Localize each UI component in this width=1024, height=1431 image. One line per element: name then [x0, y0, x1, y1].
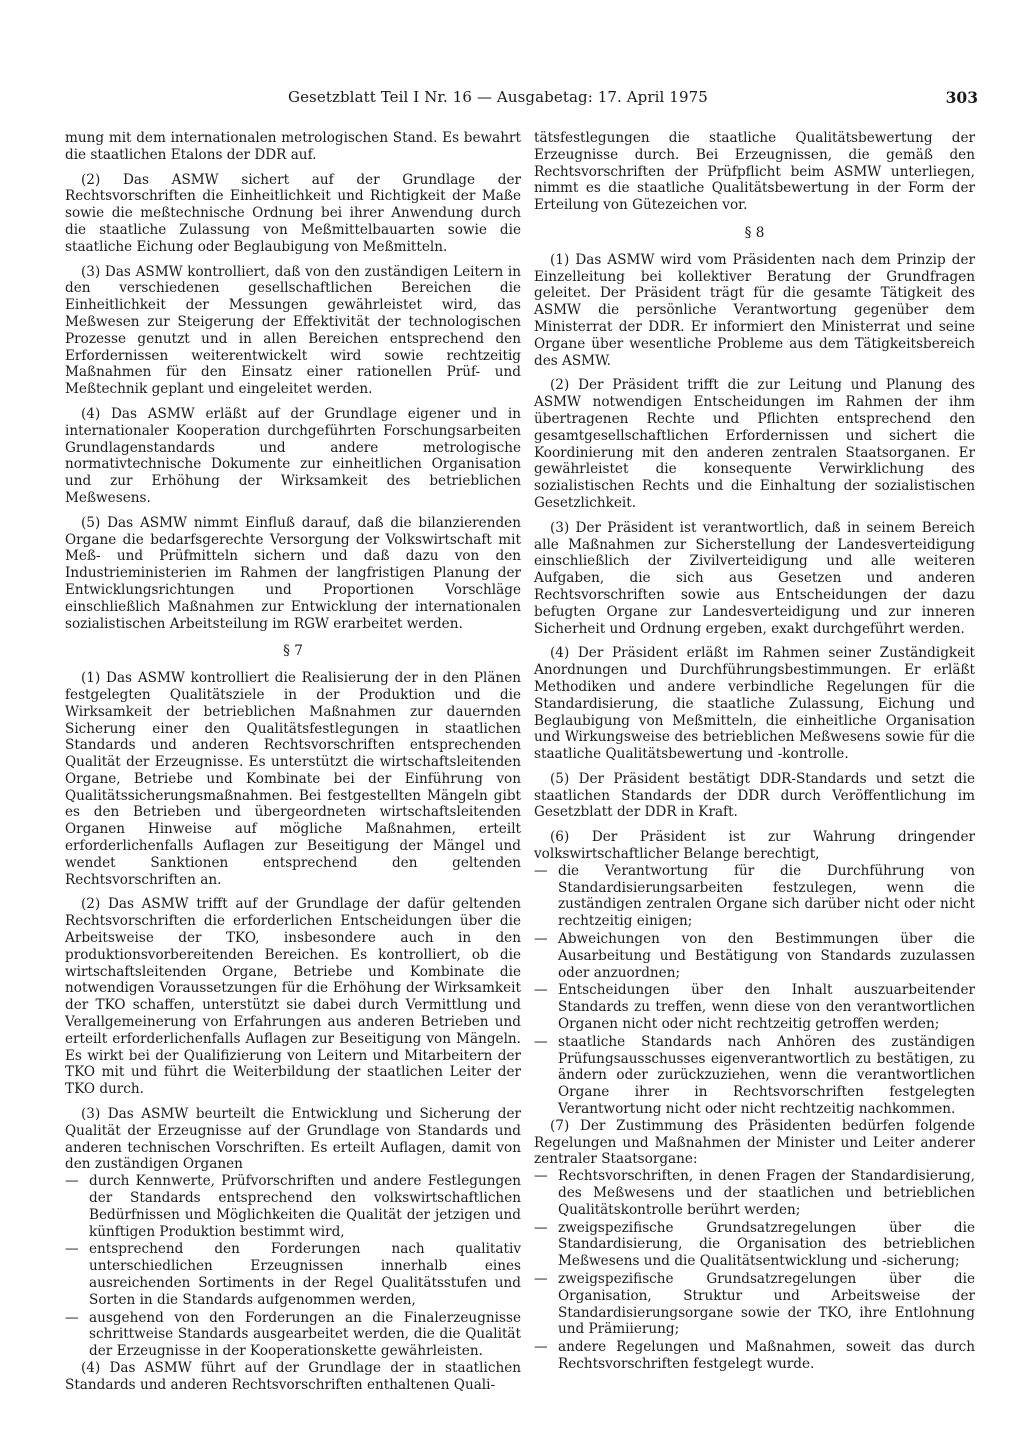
- list-item: [534, 862, 975, 930]
- paragraph: (5) Der Präsident bestätigt DDR-Standards und setzt die staatlichen Standards der DDR durch Veröffentlichung im Gesetzblatt der DDR in Kraft.: [534, 770, 975, 821]
- dash-mark: —: [534, 1339, 548, 1356]
- paragraph: (4) Das ASMW erläßt auf der Grundlage eigener und in internationaler Kooperation durchgeführten Forschungsarbeiten Grundlagenstandards und andere metrologische normativtechnische Dokumente zur einheitlichen Organisation und zur Erhöhung der Wirksamkeit des betrieblichen Meßwesens.: [65, 405, 521, 506]
- list-item-text: durch Kennwerte, Prüfvorschriften und andere Festlegungen der Standards entsprechend den volkswirtschaftlichen Bedürfnissen und Möglichkeiten die Qualität der jetzigen und künftigen Produktion bestimmt wird,: [89, 1173, 521, 1240]
- list-item-text: zweigspezifische Grundsatzregelungen über die Organisation, Struktur und Arbeitsweise der Standardisierungsorgane sowie der TKO, ihre Entlohnung und Prämiierung;: [558, 1271, 975, 1338]
- dash-mark: —: [534, 931, 548, 948]
- dash-list: [534, 1168, 975, 1373]
- list-item: [65, 1309, 521, 1360]
- list-item-text: staatliche Standards nach Anhören des zuständigen Prüfungsausschusses eigenverantwortlich zu bestätigen, zu ändern oder zurückzuziehen, wenn die verantwortlichen Organe ihrer in Rechtsvorschriften festgelegten Verantwortung nicht oder nicht rechtzeitig nachkommen.: [558, 1033, 975, 1118]
- dash-mark: —: [65, 1241, 79, 1258]
- list-item: [534, 1168, 975, 1218]
- dash-list: [534, 863, 975, 1118]
- section-heading-7: § 7: [283, 643, 303, 660]
- list-item: [534, 1271, 975, 1338]
- paragraph: (4) Das ASMW führt auf der Grundlage der in staatlichen Standards und anderen Rechtsvorschriften enthaltenen Quali-: [65, 1359, 521, 1393]
- list-item-text: zweigspezifische Grundsatzregelungen über die Standardisierung, die Organisation des betrieblichen Meßwesens und die Qualitätsentwicklung und -sicherung;: [558, 1219, 975, 1270]
- list-item: [65, 1241, 521, 1308]
- dash-mark: —: [65, 1309, 79, 1326]
- list-item-text: Abweichungen von den Bestimmungen über die Ausarbeitung und Bestätigung von Standards zuzulassen oder anzuordnen;: [558, 931, 975, 981]
- paragraph: (2) Der Präsident trifft die zur Leitung und Planung des ASMW notwendigen Entscheidungen im Rahmen der ihm übertragenen Rechte und Pflichten entsprechend den gesamtgesellschaftlichen Erfordernissen und sichert die Koordinierung mit den anderen zentralen Staatsorganen. Er gewährleistet die konsequente Verwirklichung des sozialistischen Rechts und die Einhaltung der sozialistischen Gesetzlichkeit.: [534, 377, 975, 511]
- page-number: 303: [945, 88, 978, 107]
- list-item: [534, 931, 975, 981]
- paragraph: (6) Der Präsident ist zur Wahrung dringender volkswirtschaftlicher Belange berechtigt,: [534, 829, 975, 863]
- list-item: [534, 1219, 975, 1270]
- paragraph: (3) Das ASMW beurteilt die Entwicklung und Sicherung der Qualität der Erzeugnisse auf der Grundlage von Standards und anderen technischen Vorschriften. Es erteilt Auflagen, damit von den zuständigen Organen: [65, 1106, 521, 1173]
- list-item-text: Rechtsvorschriften, in denen Fragen der Standardisierung, des Meßwesens und der staatlichen und betrieblichen Qualitätskontrolle berührt werden;: [558, 1168, 975, 1218]
- paragraph: (2) Das ASMW trifft auf der Grundlage der dafür geltenden Rechtsvorschriften die erforderlichen Entscheidungen über die Arbeitsweise der TKO, insbesondere auch in den produktionsvorbereitenden Bereichen. Es kontrolliert, ob die wirtschaftsleitenden Organe, Betriebe und Kombinate die notwendigen Voraussetzungen für die Erhöhung der Wirksamkeit der TKO schaffen, unterstützt sie dabei durch Vermittlung und Verallgemeinerung von Erfahrungen aus anderen Betrieben und erteilt erforderlichenfalls Auflagen zur Beseitigung von Mängeln. Es wirkt bei der Qualifizierung von Leitern und Mitarbeitern der TKO mit und führt die Weiterbildung der staatlichen Leiter der TKO durch.: [65, 896, 521, 1098]
- list-item-text: ausgehend von den Forderungen an die Finalerzeugnisse schrittweise Standards ausgearbeitet werden, die die Qualität der Erzeugnisse in der Kooperationskette gewährleisten.: [89, 1309, 521, 1360]
- paragraph: (3) Das ASMW kontrolliert, daß von den zuständigen Leitern in den verschiedenen gesellschaftlichen Bereichen die Einheitlichkeit der Messungen gewährleistet wird, das Meßwesen zur Steigerung der Effektivität der technologischen Prozesse genutzt und in allen Bereichen entsprechend den Erfordernissen weiterentwickelt wird sowie rechtzeitig Maßnahmen für den Einsatz einer rationellen Prüf- und Meßtechnik geplant und eingeleitet werden.: [65, 263, 521, 398]
- list-item-text: entsprechend den Forderungen nach qualitativ unterschiedlichen Erzeugnissen innerhalb eines ausreichenden Sortiments in der Regel Qualitätsstufen und Sorten in die Standards aufgenommen werden,: [89, 1241, 521, 1308]
- left-column: [65, 130, 521, 1394]
- page-header: [268, 88, 978, 114]
- paragraph: (7) Der Zustimmung des Präsidenten bedürfen folgende Regelungen und Maßnahmen der Minister und Leiter anderer zentraler Staatsorgane:: [534, 1117, 975, 1168]
- dash-mark: —: [534, 982, 548, 999]
- list-item: [534, 1033, 975, 1118]
- section-heading-8: § 8: [744, 224, 765, 241]
- dash-mark: —: [65, 1173, 79, 1190]
- paragraph: (3) Der Präsident ist verantwortlich, daß in seinem Bereich alle Maßnahmen zur Sicherstellung der Landesverteidigung einschließlich der Zivilverteidigung und alle weiteren Aufgaben, die sich aus Gesetzen und anderen Rechtsvorschriften sowie aus Entscheidungen der dazu befugten Organe zur Landesverteidigung und zur inneren Sicherheit und Ordnung ergeben, exakt durchgeführt werden.: [534, 519, 975, 637]
- header-title: Gesetzblatt Teil I Nr. 16 — Ausgabetag: 17. April 1975: [288, 88, 708, 106]
- dash-mark: —: [534, 1033, 548, 1050]
- paragraph: (5) Das ASMW nimmt Einfluß darauf, daß die bilanzierenden Organe die bedarfsgerechte Versorgung der Volkswirtschaft mit Meß- und Prüfmitteln sichern und daß dazu von den Industrieministerien im Rahmen der langfristigen Planung der Entwicklungsrichtungen und Proportionen Vorschläge einschließlich Maßnahmen zur Entwicklung der internationalen sozialistischen Arbeitsteilung im RGW erarbeitet werden.: [65, 514, 521, 632]
- right-column: [534, 130, 975, 1373]
- paragraph: mung mit dem internationalen metrologischen Stand. Es bewahrt die staatlichen Etalons der DDR auf.: [65, 130, 521, 163]
- dash-mark: —: [534, 1168, 548, 1185]
- paragraph: (4) Der Präsident erläßt im Rahmen seiner Zuständigkeit Anordnungen und Durchführungsbestimmungen. Er erläßt Methodiken und andere verbindliche Regelungen für die Standardisierung, die staatliche Zulassung, Eichung und Beglaubigung von Meßmitteln, die einheitliche Organisation und Wirkungsweise des betrieblichen Meßwesens sowie für die staatliche Qualitätsbewertung und -kontrolle.: [534, 645, 975, 763]
- paragraph: (2) Das ASMW sichert auf der Grundlage der Rechtsvorschriften die Einheitlichkeit und Richtigkeit der Maße sowie die meßtechnische Ordnung bei ihrer Anwendung durch die staatliche Zulassung von Meßmittelbauarten sowie die staatliche Eichung oder Beglaubigung von Meßmitteln.: [65, 171, 521, 255]
- list-item: [534, 982, 975, 1033]
- list-item-text: andere Regelungen und Maßnahmen, soweit das durch Rechtsvorschriften festgelegt wurde.: [558, 1339, 975, 1372]
- paragraph: tätsfestlegungen die staatliche Qualitätsbewertung der Erzeugnisse durch. Bei Erzeugnissen, die gemäß den Rechtsvorschriften der Prüfpflicht beim ASMW unterliegen, nimmt es die staatliche Qualitätsbewertung in der Form der Erteilung von Gütezeichen vor.: [534, 130, 975, 214]
- dash-list: [65, 1173, 521, 1360]
- dash-mark: —: [534, 862, 548, 879]
- list-item-text: Entscheidungen über den Inhalt auszuarbeitender Standards zu treffen, wenn diese von den verantwortlichen Organen nicht oder nicht rechtzeitig getroffen werden;: [558, 982, 975, 1033]
- paragraph: (1) Das ASMW kontrolliert die Realisierung der in den Plänen festgelegten Qualitätsziele in der Produktion und die Wirksamkeit der betrieblichen Maßnahmen zur dauernden Sicherung einer den Qualitätsfestlegungen in staatlichen Standards und anderen Rechtsvorschriften entsprechenden Qualität der Erzeugnisse. Es unterstützt die wirtschaftsleitenden Organe, Betriebe und Kombinate bei der Einführung von Qualitätssicherungsmaßnahmen. Bei festgestellten Mängeln gibt es den Betrieben und übergeordneten wirtschaftsleitenden Organen Hinweise auf mögliche Maßnahmen, erteilt erforderlichenfalls Auflagen zur Beseitigung der Mängel und wendet Sanktionen entsprechend den geltenden Rechtsvorschriften an.: [65, 670, 521, 888]
- list-item: [65, 1173, 521, 1240]
- dash-mark: —: [534, 1219, 548, 1236]
- list-item: [534, 1339, 975, 1373]
- paragraph: (1) Das ASMW wird vom Präsidenten nach dem Prinzip der Einzelleitung bei kollektiver Beratung der Grundfragen geleitet. Der Präsident trägt für die gesamte Tätigkeit des ASMW die persönliche Verantwortung gegenüber dem Ministerrat der DDR. Er informiert den Ministerrat und seine Organe über wesentliche Probleme aus dem Tätigkeitsbereich des ASMW.: [534, 251, 975, 369]
- dash-mark: —: [534, 1271, 548, 1287]
- list-item-text: die Verantwortung für die Durchführung von Standardisierungsarbeiten festzulegen, wenn die zuständigen zentralen Organe sich darüber nicht oder nicht rechtzeitig einigen;: [558, 862, 975, 930]
